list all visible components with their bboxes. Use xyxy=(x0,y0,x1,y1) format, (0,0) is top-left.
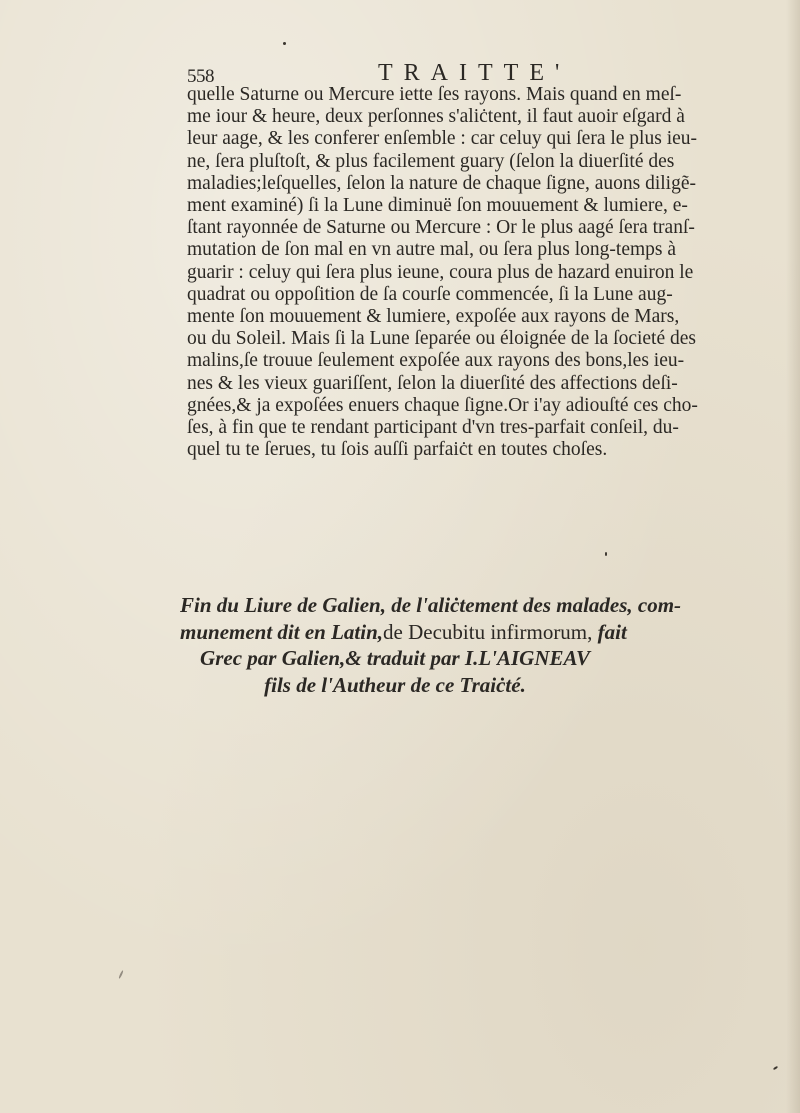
text-line: ou du Soleil. Mais ſi la Lune ſeparée ou éloignée de la ſocieté des xyxy=(187,328,696,350)
page-edge-shadow xyxy=(786,0,800,1113)
colophon xyxy=(180,592,682,698)
colophon-italic-part: munement dit en Latin, xyxy=(180,619,384,644)
colophon-line: Grec par Galien,& traduit par I.L'AIGNEAV xyxy=(200,646,590,670)
text-line: mutation de ſon mal en vn autre mal, ou ſera plus long-temps à xyxy=(187,239,677,261)
text-line: gnées,& ja expoſées enuers chaque ſigne.Or i'ay adiouſté ces cho- xyxy=(187,394,698,416)
page-number: 558 xyxy=(187,66,214,87)
paper-speck xyxy=(605,552,607,556)
paper-speck xyxy=(283,42,286,45)
paper-speck xyxy=(118,970,124,979)
text-line: leur aage, & les conferer enſemble : car celuy qui ſera le plus ieu- xyxy=(187,128,698,150)
text-line: ſes, à fin que te rendant participant d'vn tres-parfait conſeil, du- xyxy=(187,417,679,439)
text-line: mente ſon mouuement & lumiere, expoſée aux rayons de Mars, xyxy=(187,306,680,328)
text-line: ment examiné) ſi la Lune diminuë ſon mouuement & lumiere, e- xyxy=(187,195,688,217)
paper-speck xyxy=(773,1066,778,1071)
text-line: me iour & heure, deux perſonnes s'aliċtent, il faut auoir eſgard à xyxy=(187,106,685,128)
colophon-italic-part: fait xyxy=(592,619,627,644)
text-line: nes & les vieux guariſſent, ſelon la diuerſité des affections deſi- xyxy=(187,372,678,394)
text-line: maladies;leſquelles, ſelon la nature de chaque ſigne, auons diligẽ- xyxy=(187,172,696,194)
colophon-line: fils de l'Autheur de ce Traiċté. xyxy=(264,672,526,697)
text-line: ne, ſera pluſtoſt, & plus facilement guary (ſelon la diuerſité des xyxy=(187,150,675,172)
text-line: guarir : celuy qui ſera plus ieune, coura plus de hazard enuiron le xyxy=(187,261,694,283)
running-title: TRAITTE' xyxy=(378,60,571,86)
colophon-line: Fin du Liure de Galien, de l'aliċtement des malades, com- xyxy=(180,593,682,617)
text-line: quadrat ou oppoſition de ſa courſe commencée, ſi la Lune aug- xyxy=(187,283,673,305)
text-line: quelle Saturne ou Mercure iette ſes rayons. Mais quand en meſ- xyxy=(187,84,682,105)
body-paragraph xyxy=(187,84,698,461)
text-line: ſtant rayonnée de Saturne ou Mercure : Or le plus aagé ſera tranſ- xyxy=(187,217,695,239)
text-line: malins,ſe trouue ſeulement expoſée aux rayons des bons,les ieu- xyxy=(187,350,685,372)
text-line: quel tu te ſerues, tu ſois auſſi parfaiċt en toutes choſes. xyxy=(187,439,608,461)
colophon-line xyxy=(180,619,627,646)
latin-title: de Decubitu infirmorum, xyxy=(383,619,593,644)
